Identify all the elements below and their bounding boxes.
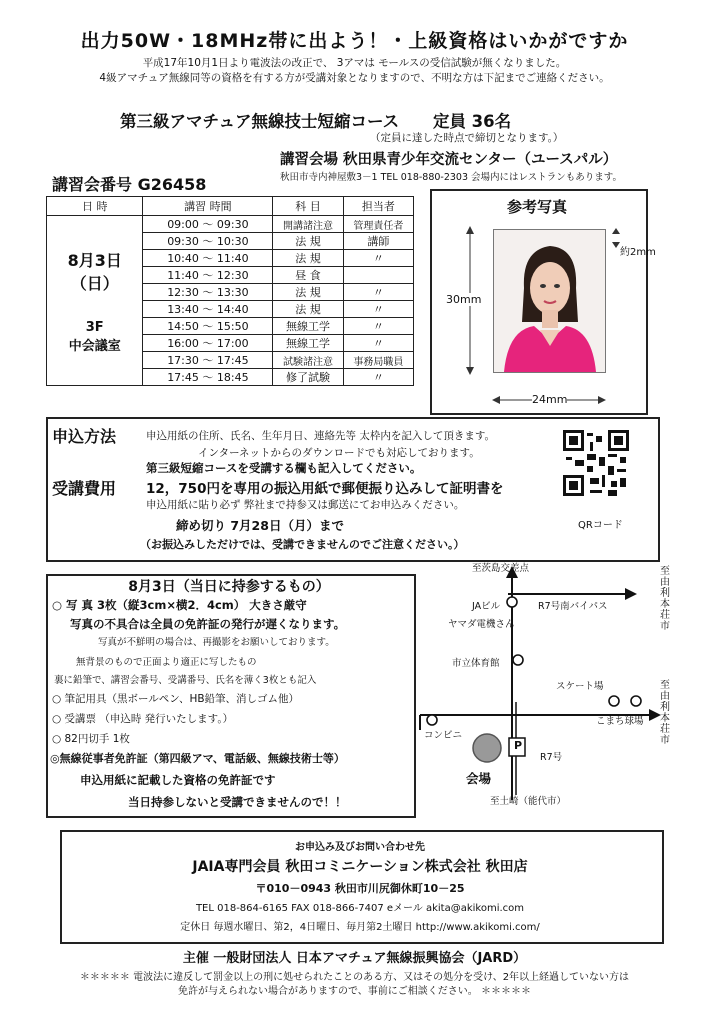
- bring-item-photo-warning: 写真の不具合は全員の免許証の発行が遅くなります。: [70, 617, 346, 631]
- row-subject: 昼 食: [273, 267, 343, 284]
- contact-company: JAIA専門会員 秋田コミニケーション株式会社 秋田店: [192, 859, 528, 875]
- map-label-right-bottom: 至由利本荘市: [660, 680, 670, 746]
- bring-item-ticket: ○ 受講票 （申込時 発行いたします。）: [52, 713, 234, 725]
- row-time: 09:00 ～ 09:30: [143, 216, 273, 233]
- row-staff: 〃: [343, 250, 413, 267]
- row-staff: [343, 267, 413, 284]
- fee-heading: 受講費用: [52, 479, 117, 498]
- download-text: インターネットからのダウンロードでも対応しております。: [198, 447, 480, 459]
- bring-item-stationery: ○ 筆記用具（黒ボールペン、HB鉛筆、消しゴム他）: [52, 693, 300, 705]
- row-staff: 〃: [343, 284, 413, 301]
- col-header-time: 講習 時間: [143, 197, 273, 216]
- venue-address: 秋田市寺内神屋敷3－1 TEL 018-880-2303 会場内にはレストランもあります。: [280, 172, 622, 183]
- row-staff: 事務局職員: [343, 352, 413, 369]
- row-subject: 無線工学: [273, 318, 343, 335]
- bring-item-photo-back: 裏に鉛筆で、講習会番号、受講番号、氏名を薄く3枚とも記入: [54, 675, 317, 686]
- row-subject: 法 規: [273, 233, 343, 250]
- contact-postal: 〒010－0943 秋田市川尻御休町10－25: [255, 882, 465, 895]
- bring-item-photo-background: 無背景のもので正面より適正に写したもの: [76, 657, 257, 668]
- bring-item-photo: ○ 写 真 3枚（縦3cm×横2．4cm） 大きさ厳守: [52, 598, 307, 612]
- row-time: 16:00 ～ 17:00: [143, 335, 273, 352]
- bring-item-license: ◎無線従事者免許証（第四級アマ、電話級、無線技術士等）: [50, 752, 345, 765]
- footer-note-2: 免許が与えられない場合がありますので、事前にご相談ください。 ＊＊＊＊＊: [178, 986, 531, 997]
- row-subject: 無線工学: [273, 335, 343, 352]
- row-subject: 修了試験: [273, 369, 343, 386]
- map-label-bottom: 至土崎（能代市）: [490, 796, 567, 807]
- row-subject: 開講諸注意: [273, 216, 343, 233]
- row-time: 10:40 ～ 11:40: [143, 250, 273, 267]
- room: 中会議室: [68, 338, 121, 354]
- contact-phones: TEL 018-864-6165 FAX 018-866-7407 eメール akita@akikomi.com: [195, 903, 525, 914]
- day-date: 8月3日: [67, 250, 122, 270]
- bring-item-photo-retake: 写真が不鮮明の場合は、再撮影をお願いしております。: [98, 637, 335, 648]
- row-staff: 〃: [343, 369, 413, 386]
- row-time: 12:30 ～ 13:30: [143, 284, 273, 301]
- map-label-yamada: ヤマダ電機さん: [448, 619, 515, 630]
- lecture-number: 講習会番号 G26458: [52, 175, 207, 194]
- day-cell: [47, 216, 143, 386]
- qr-code-icon[interactable]: [563, 430, 629, 496]
- row-staff: 〃: [343, 318, 413, 335]
- row-subject: 法 規: [273, 301, 343, 318]
- method-heading: 申込方法: [52, 427, 117, 446]
- row-staff: 〃: [343, 335, 413, 352]
- row-time: 13:40 ～ 14:40: [143, 301, 273, 318]
- capacity-note: （定員に達した時点で締切となります。）: [370, 132, 564, 144]
- day-weekday: （日）: [70, 273, 119, 293]
- headline: 出力50W・18MHz帯に出よう！・上級資格はいかがですか: [80, 30, 629, 52]
- venue: 講習会場 秋田県青少年交流センター（ユースパル）: [280, 152, 618, 168]
- table-row: [47, 216, 414, 233]
- row-time: 11:40 ～ 12:30: [143, 267, 273, 284]
- fee-text-2: 申込用紙に貼り必ず 弊社まで持参又は郵送にてお申込みください。: [146, 499, 465, 511]
- course-title: [120, 108, 511, 132]
- bring-item-final-warning: 当日持参しないと受講できませんので！！: [128, 795, 347, 809]
- schedule-table: [46, 196, 414, 386]
- map-label-ja: JAビル: [472, 601, 501, 612]
- map-label-komachi: こまち球場: [596, 716, 644, 727]
- contact-holidays: 定休日 毎週水曜日、第2，4日曜日、毎月第2土曜日 http://www.akikomi.com/: [180, 922, 540, 933]
- map-label-bypass: R7号南バイパス: [538, 601, 608, 612]
- col-header-subject: 科 目: [273, 197, 343, 216]
- map-label-venue: 会場: [466, 771, 492, 786]
- row-staff: 講師: [343, 233, 413, 250]
- row-staff: 〃: [343, 301, 413, 318]
- course-name: 第三級アマチュア無線技士短縮コース: [120, 112, 400, 131]
- method-text: 申込用紙の住所、氏名、生年月日、連絡先等 太枠内を記入して頂きます。: [146, 430, 495, 442]
- width-label: 24mm: [532, 393, 568, 406]
- row-time: 14:50 ～ 15:50: [143, 318, 273, 335]
- fee-text: 12，750円を専用の振込用紙で郵便振り込みして証明書を: [146, 481, 504, 497]
- warning: （お振込みしただけでは、受講できませんのでご注意ください。）: [140, 538, 465, 551]
- height-label: 30mm: [446, 293, 482, 306]
- contact-heading: お申込み及びお問い合わせ先: [295, 842, 425, 853]
- course-capacity: 定員 36名: [432, 112, 512, 131]
- row-time: 09:30 ～ 10:30: [143, 233, 273, 250]
- top-margin-label: 約2mm: [620, 247, 656, 258]
- deadline: 締め切り 7月28日（月）まで: [176, 518, 344, 533]
- map-label-conbini: コンビニ: [424, 730, 463, 741]
- reference-photo: [493, 229, 606, 373]
- notice-line-1: 平成17年10月1日より電波法の改正で、 3アマは モールスの受信試験が無くなりました。: [142, 57, 567, 69]
- map-label-skate: スケート場: [556, 681, 604, 692]
- map-label-parking: P: [514, 739, 523, 752]
- short-course-text: 第三級短縮コースを受講する欄も記入してください。: [146, 461, 422, 475]
- bring-item-stamp: ○ 82円切手 1枚: [52, 733, 130, 745]
- footer-note-1: ＊＊＊＊＊ 電波法に違反して罰金以上の刑に処せられたことのある方、又はその処分を受け、2年以上経過していない方は: [79, 972, 630, 983]
- host: 主催 一般財団法人 日本アマチュア無線振興協会（JARD）: [182, 951, 527, 966]
- row-staff: 管理責任者: [343, 216, 413, 233]
- row-subject: 法 規: [273, 284, 343, 301]
- bring-item-license-note: 申込用紙に記載した資格の免許証です: [80, 773, 276, 787]
- floor: 3F: [85, 319, 104, 335]
- notice-line-2: 4級アマチュア無線同等の資格を有する方が受講対象となりますので、不明な方は下記までご連絡ください。: [99, 72, 610, 84]
- schedule-header-row: [47, 197, 414, 216]
- qr-label: QRコード: [578, 520, 623, 531]
- col-header-staff: 担当者: [343, 197, 413, 216]
- map-label-gym: 市立体育館: [452, 658, 500, 669]
- row-subject: 試験諸注意: [273, 352, 343, 369]
- map-label-top: 至茨島交差点: [472, 563, 530, 574]
- person-portrait-icon: [494, 230, 605, 372]
- row-subject: 法 規: [273, 250, 343, 267]
- col-header-datetime: 日 時: [47, 197, 143, 216]
- row-time: 17:45 ～ 18:45: [143, 369, 273, 386]
- photo-title: 参考写真: [506, 198, 567, 216]
- bring-title: 8月3日（当日に持参するもの）: [128, 579, 330, 595]
- row-time: 17:30 ～ 17:45: [143, 352, 273, 369]
- map-label-right-top: 至由利本荘市: [660, 566, 670, 632]
- map-label-r7: R7号: [540, 752, 563, 763]
